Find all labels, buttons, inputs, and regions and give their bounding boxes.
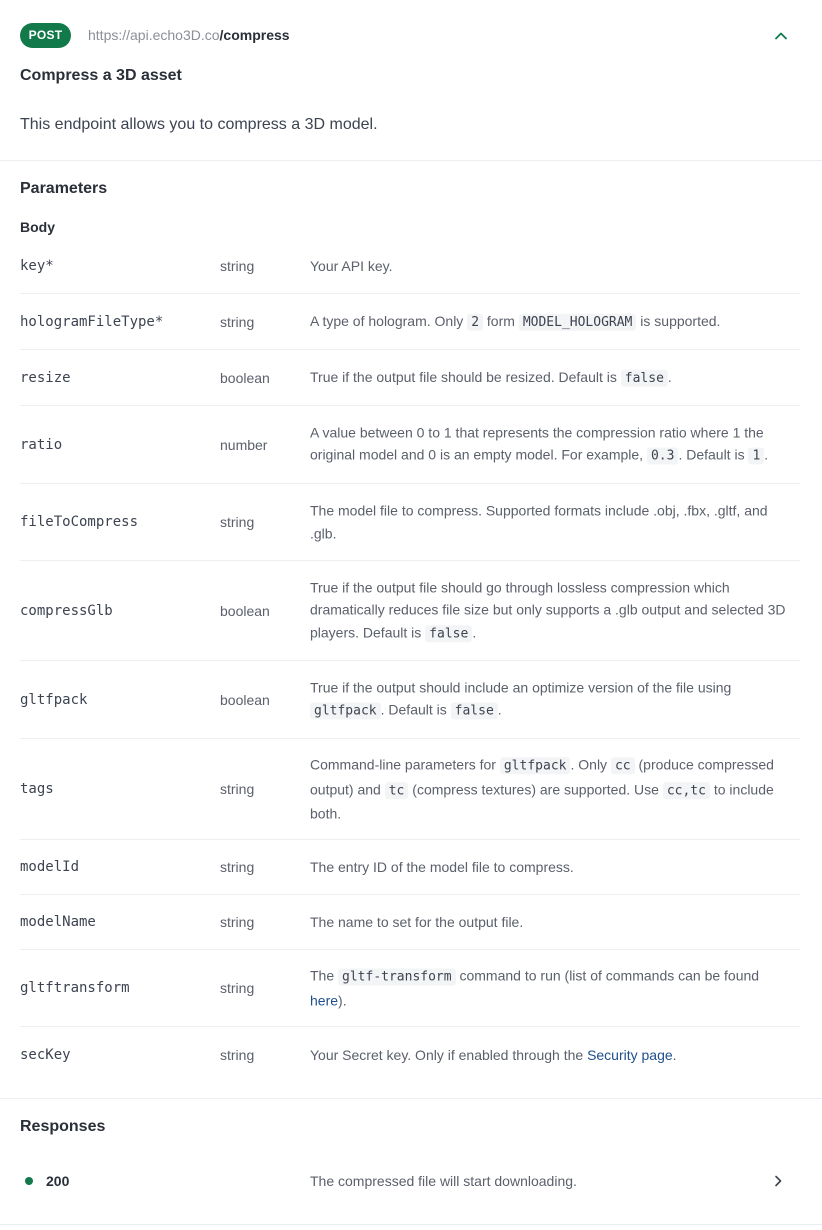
param-name: gltftransform <box>20 980 130 996</box>
param-row-tags <box>20 739 800 840</box>
param-description: True if the output should include an optimize version of the file using gltfpack . Default is false . <box>310 679 732 719</box>
param-type: string <box>220 914 255 930</box>
param-description: A value between 0 to 1 that represents the compression ratio where 1 the original model and 0 is an empty model. For example, 0.3 . Default is 1 . <box>310 424 769 464</box>
param-type: boolean <box>220 602 270 619</box>
param-row-key <box>20 238 800 294</box>
param-row-modelname <box>20 895 800 950</box>
security-page-link[interactable]: Security page <box>587 1046 673 1063</box>
param-row-ratio <box>20 406 800 484</box>
param-name: hologramFileType* <box>20 313 164 330</box>
param-row-filetocompress <box>20 484 800 561</box>
param-type: string <box>220 859 255 875</box>
inline-code: gltfpack <box>310 703 381 720</box>
parameters-title: Parameters <box>20 180 108 197</box>
param-type: boolean <box>220 369 270 386</box>
endpoint-url <box>88 27 290 44</box>
section-divider <box>0 160 822 161</box>
chevron-right-icon <box>770 1173 786 1189</box>
status-code: 200 <box>46 1173 70 1189</box>
param-row-modelid <box>20 840 800 895</box>
param-description: Your Secret key. Only if enabled through the Security page. <box>310 1046 677 1063</box>
param-description: The name to set for the output file. <box>310 913 524 930</box>
param-name: modelName <box>20 914 96 930</box>
gltf-commands-link[interactable]: here <box>310 992 339 1008</box>
param-row-resize <box>20 350 800 406</box>
inline-code: cc,tc <box>663 782 710 799</box>
param-name: key* <box>20 257 54 274</box>
url-host: https://api.echo3D.co <box>88 27 220 43</box>
param-type: string <box>220 514 255 530</box>
status-dot <box>25 1177 33 1185</box>
param-name: ratio <box>20 436 63 453</box>
param-description: A type of hologram. Only 2 form MODEL_HOLOGRAM is supported. <box>310 312 721 330</box>
inline-code: gltfpack <box>500 757 571 774</box>
inline-code: cc <box>611 757 635 774</box>
param-name: compressGlb <box>20 602 113 619</box>
param-name: modelId <box>20 859 80 875</box>
inline-code: gltf-transform <box>338 969 456 986</box>
param-type: string <box>220 1046 255 1063</box>
endpoint-title: Compress a 3D asset <box>20 67 182 84</box>
param-row-gltfpack <box>20 661 800 739</box>
section-divider <box>0 1224 822 1225</box>
param-name: fileToCompress <box>20 514 139 530</box>
body-label: Body <box>20 219 55 235</box>
param-row-gltftransform <box>20 950 800 1027</box>
param-name: secKey <box>20 1046 71 1063</box>
param-row-seckey <box>20 1027 800 1082</box>
response-description: The compressed file will start downloading. <box>310 1173 577 1189</box>
param-description: True if the output file should be resized. Default is false . <box>310 368 672 386</box>
param-name: gltfpack <box>20 691 88 708</box>
inline-code: MODEL_HOLOGRAM <box>519 313 637 330</box>
responses-title: Responses <box>20 1118 106 1135</box>
param-description: The gltf-transform command to run (list of commands can be found here). <box>310 967 760 1008</box>
endpoint-description: This endpoint allows you to compress a 3D model. <box>20 116 378 133</box>
inline-code: 2 <box>467 313 483 330</box>
param-description: Your API key. <box>310 257 393 274</box>
param-row-compressglb <box>20 561 800 661</box>
inline-code: false <box>621 369 668 386</box>
collapse-button[interactable] <box>772 27 790 45</box>
param-type: string <box>220 313 255 330</box>
inline-code: false <box>451 703 498 720</box>
inline-code: 1 <box>748 448 764 465</box>
inline-code: false <box>425 625 472 642</box>
param-name: tags <box>20 781 54 797</box>
param-row-hologramfiletype <box>20 294 800 350</box>
param-description: The model file to compress. Supported formats include .obj, .fbx, .gltf, and .glb. <box>310 502 768 541</box>
param-name: resize <box>20 369 71 386</box>
param-type: string <box>220 781 255 797</box>
section-divider <box>0 1098 822 1099</box>
param-description: True if the output file should go through lossless compression which dramatically reduces file size but only supports a .glb output and selected 3D players. Default is false . <box>310 578 786 641</box>
chevron-up-icon <box>772 27 790 45</box>
inline-code: tc <box>385 782 409 799</box>
param-description: The entry ID of the model file to compress. <box>310 858 574 875</box>
param-type: string <box>220 980 255 996</box>
method-badge: POST <box>20 23 71 48</box>
inline-code: 0.3 <box>647 448 678 465</box>
url-path: /compress <box>219 27 290 43</box>
param-description: Command-line parameters for gltfpack . Only cc (produce compressed output) and tc (compress textures) are supported. Use cc,tc to include both. <box>310 756 774 822</box>
endpoint-header <box>20 23 800 48</box>
param-type: string <box>220 257 255 274</box>
param-type: number <box>220 436 268 453</box>
param-type: boolean <box>220 691 270 708</box>
response-row-200[interactable] <box>20 1163 800 1199</box>
